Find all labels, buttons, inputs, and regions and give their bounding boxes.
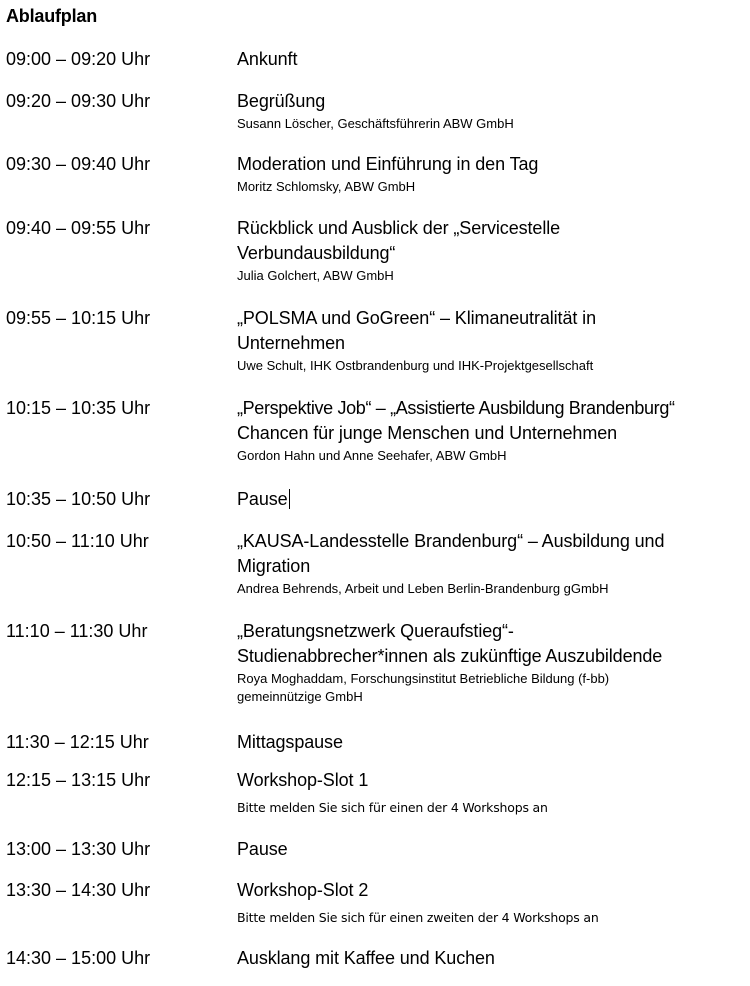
time-slot: 10:50 – 11:10 Uhr xyxy=(6,531,149,551)
session-content xyxy=(237,306,747,375)
time-slot: 13:00 – 13:30 Uhr xyxy=(6,839,151,859)
session-topic-line: „Beratungsnetzwerk Queraufstieg“- xyxy=(237,621,514,641)
session-topic-line: Unternehmen xyxy=(237,333,345,353)
time-slot: 10:35 – 10:50 Uhr xyxy=(6,489,151,509)
time-slot: 11:10 – 11:30 Uhr xyxy=(6,621,148,641)
session-topic-line: Chancen für junge Menschen und Unternehmen xyxy=(237,423,618,443)
session-speaker: Gordon Hahn und Anne Seehafer, ABW GmbH xyxy=(237,448,507,463)
session-topic: Begrüßung xyxy=(237,91,326,111)
session-content xyxy=(237,89,747,133)
session-note: Bitte melden Sie sich für einen der 4 Workshops an xyxy=(237,800,548,815)
session-content xyxy=(237,152,747,196)
session-speaker: Andrea Behrends, Arbeit und Leben Berlin-Brandenburg gGmbH xyxy=(237,581,609,596)
session-speaker: Julia Golchert, ABW GmbH xyxy=(237,268,394,283)
session-topic-line: Studienabbrecher*innen als zukünftige Auszubildende xyxy=(237,646,663,666)
session-content xyxy=(237,216,747,285)
session-topic-wrap xyxy=(237,487,747,512)
session-topic: Mittagspause xyxy=(237,732,343,752)
session-topic: Workshop-Slot 2 xyxy=(237,880,369,900)
session-content xyxy=(237,529,747,598)
session-topic: Ausklang mit Kaffee und Kuchen xyxy=(237,948,495,968)
session-topic-line: Verbundausbildung“ xyxy=(237,243,396,263)
time-slot: 11:30 – 12:15 Uhr xyxy=(6,732,149,752)
session-topic: Pause xyxy=(237,839,288,859)
session-speaker-line: gemeinnützige GmbH xyxy=(237,689,363,704)
session-topic-line: Migration xyxy=(237,556,311,576)
session-topic-line: Rückblick und Ausblick der „Servicestelle xyxy=(237,218,561,238)
time-slot: 09:55 – 10:15 Uhr xyxy=(6,308,151,328)
session-content xyxy=(237,47,747,72)
time-slot: 13:30 – 14:30 Uhr xyxy=(6,880,151,900)
page-title: Ablaufplan xyxy=(6,6,97,26)
time-slot: 09:00 – 09:20 Uhr xyxy=(6,49,151,69)
time-slot: 09:20 – 09:30 Uhr xyxy=(6,91,151,111)
time-slot: 10:15 – 10:35 Uhr xyxy=(6,398,151,418)
session-content xyxy=(237,619,747,706)
session-content xyxy=(237,396,747,465)
time-slot: 14:30 – 15:00 Uhr xyxy=(6,948,151,968)
session-topic-line: „Perspektive Job“ – „Assistierte Ausbildung Brandenburg“ xyxy=(237,398,675,418)
time-slot: 09:30 – 09:40 Uhr xyxy=(6,154,151,174)
session-content xyxy=(237,837,747,862)
session-speaker: Susann Löscher, Geschäftsführerin ABW GmbH xyxy=(237,116,514,131)
session-speaker: Moritz Schlomsky, ABW GmbH xyxy=(237,179,416,194)
session-topic-line: „KAUSA-Landesstelle Brandenburg“ – Ausbildung und xyxy=(237,531,665,551)
text-cursor xyxy=(289,489,291,509)
session-content xyxy=(237,878,747,927)
time-slot: 12:15 – 13:15 Uhr xyxy=(6,770,151,790)
session-content xyxy=(237,946,747,971)
session-topic-line: „POLSMA und GoGreen“ – Klimaneutralität in xyxy=(237,308,596,328)
session-topic: Moderation und Einführung in den Tag xyxy=(237,154,539,174)
session-content xyxy=(237,730,747,755)
session-speaker-line: Roya Moghaddam, Forschungsinstitut Betriebliche Bildung (f-bb) xyxy=(237,671,610,686)
session-topic: Workshop-Slot 1 xyxy=(237,770,369,790)
session-note: Bitte melden Sie sich für einen zweiten der 4 Workshops an xyxy=(237,910,599,925)
time-slot: 09:40 – 09:55 Uhr xyxy=(6,218,151,238)
session-content xyxy=(237,487,747,512)
session-content xyxy=(237,768,747,817)
session-topic: Ankunft xyxy=(237,49,298,69)
session-speaker: Uwe Schult, IHK Ostbrandenburg und IHK-Projektgesellschaft xyxy=(237,358,594,373)
session-topic: Pause xyxy=(237,489,288,509)
